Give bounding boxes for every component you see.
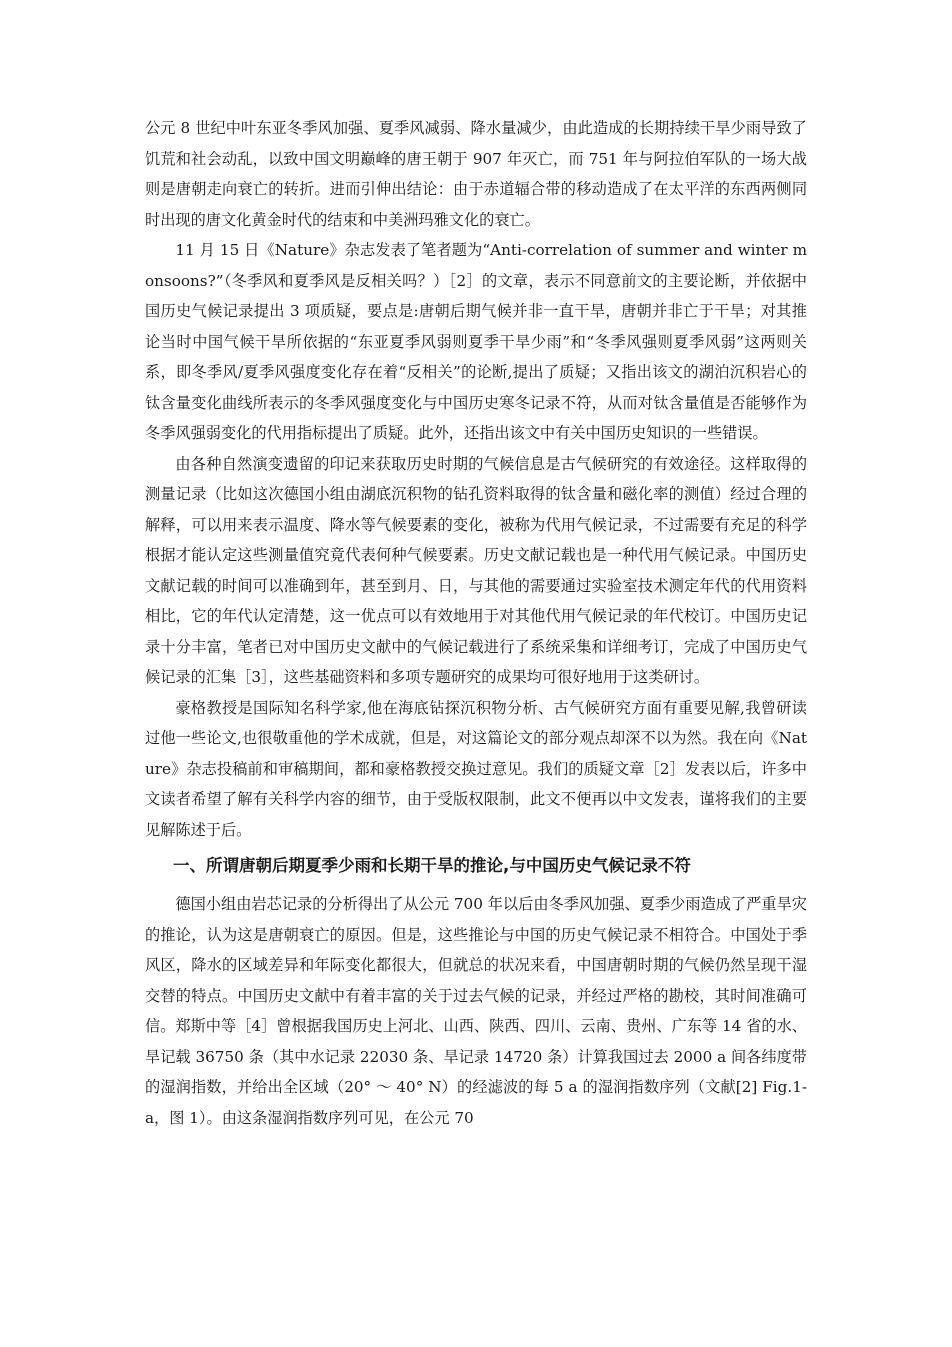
paragraph-nature-rebuttal: 11 月 15 日《Nature》杂志发表了笔者题为“Anti-correlation of summer and winter monsoons?”（冬季风和夏季风是反相关吗？）［2］的文章，表示不同意前文的主要论断，并依据中国历史气候记录提出 3 项质疑，要点是:唐朝后期气候并非一直干旱，唐朝并非亡于干旱；对其推论当时中国气候干旱所依据的“东亚夏季风弱则夏季干旱少雨”和“冬季风强则夏季风弱”这两则关系，即冬季风/夏季风强度变化存在着“反相关”的论断,提出了质疑；又指出该文的湖泊沉积岩心的钛含量变化曲线所表示的冬季风强度变化与中国历史寒冬记录不符，从而对钛含量值是否能够作为冬季风强弱变化的代用指标提出了质疑。此外，还指出该文中有关中国历史知识的一些错误。 (145, 241, 807, 442)
paragraph-haug-exchange: 豪格教授是国际知名科学家,他在海底钻探沉积物分析、古气候研究方面有重要见解,我曾研读过他一些论文,也很敬重他的学术成就，但是，对这篇论文的部分观点却深不以为然。我在向《Nature》杂志投稿前和审稿期间，都和豪格教授交换过意见。我们的质疑文章［2］发表以后，许多中文读者希望了解有关科学内容的细节，由于受版权限制，此文不便再以中文发表，谨将我们的主要见解陈述于后。 (145, 698, 807, 839)
paragraph-tang-drought-summary: 公元 8 世纪中叶东亚冬季风加强、夏季风减弱、降水量减少，由此造成的长期持续干旱少雨导致了饥荒和社会动乱，以致中国文明巅峰的唐王朝于 907 年灭亡，而 751 年与阿拉伯军队的一场大战则是唐朝走向衰亡的转折。进而引伸出结论：由于赤道辐合带的移动造成了在太平洋的东西两侧同时出现的唐文化黄金时代的结束和中美洲玛雅文化的衰亡。 (145, 119, 807, 229)
document-page (145, 113, 807, 1133)
section-heading-1: 一、所谓唐朝后期夏季少雨和长期干旱的推论,与中国历史气候记录不符 (173, 856, 691, 875)
paragraph-proxy-records: 由各种自然演变遗留的印记来获取历史时期的气候信息是古气候研究的有效途径。这样取得的测量记录（比如这次德国小组由湖底沉积物的钻孔资料取得的钛含量和磁化率的测值）经过合理的解释，可以用来表示温度、降水等气候要素的变化，被称为代用气候记录，不过需要有充足的科学根据才能认定这些测量值究竟代表何种气候要素。历史文献记载也是一种代用气候记录。中国历史文献记载的时间可以准确到年，甚至到月、日，与其他的需要通过实验室技术测定年代的代用资料相比，它的年代认定清楚，这一优点可以有效地用于对其他代用气候记录的年代校订。中国历史记录十分丰富，笔者已对中国历史文献中的气候记载进行了系统采集和详细考订，完成了中国历史气候记录的汇集［3］，这些基础资料和多项专题研究的成果均可很好地用于这类研讨。 (145, 454, 807, 686)
paragraph-section-1-body: 德国小组由岩芯记录的分析得出了从公元 700 年以后由冬季风加强、夏季少雨造成了严重旱灾的推论，认为这是唐朝衰亡的原因。但是，这些推论与中国的历史气候记录不相符合。中国处于季风区，降水的区域差异和年际变化都很大，但就总的状况来看，中国唐朝时期的气候仍然呈现干湿交替的特点。中国历史文献中有着丰富的关于过去气候的记录，并经过严格的勘校，其时间准确可信。郑斯中等［4］曾根据我国历史上河北、山西、陕西、四川、云南、贵州、广东等 14 省的水、旱记载 36750 条（其中水记录 22030 条、旱记录 14720 条）计算我国过去 2000 a 间各纬度带的湿润指数，并给出全区域（20° ～ 40° N）的经滤波的每 5 a 的湿润指数序列（文献[2] Fig.1-a，图 1）。由这条湿润指数序列可见，在公元 70 (145, 895, 807, 1127)
